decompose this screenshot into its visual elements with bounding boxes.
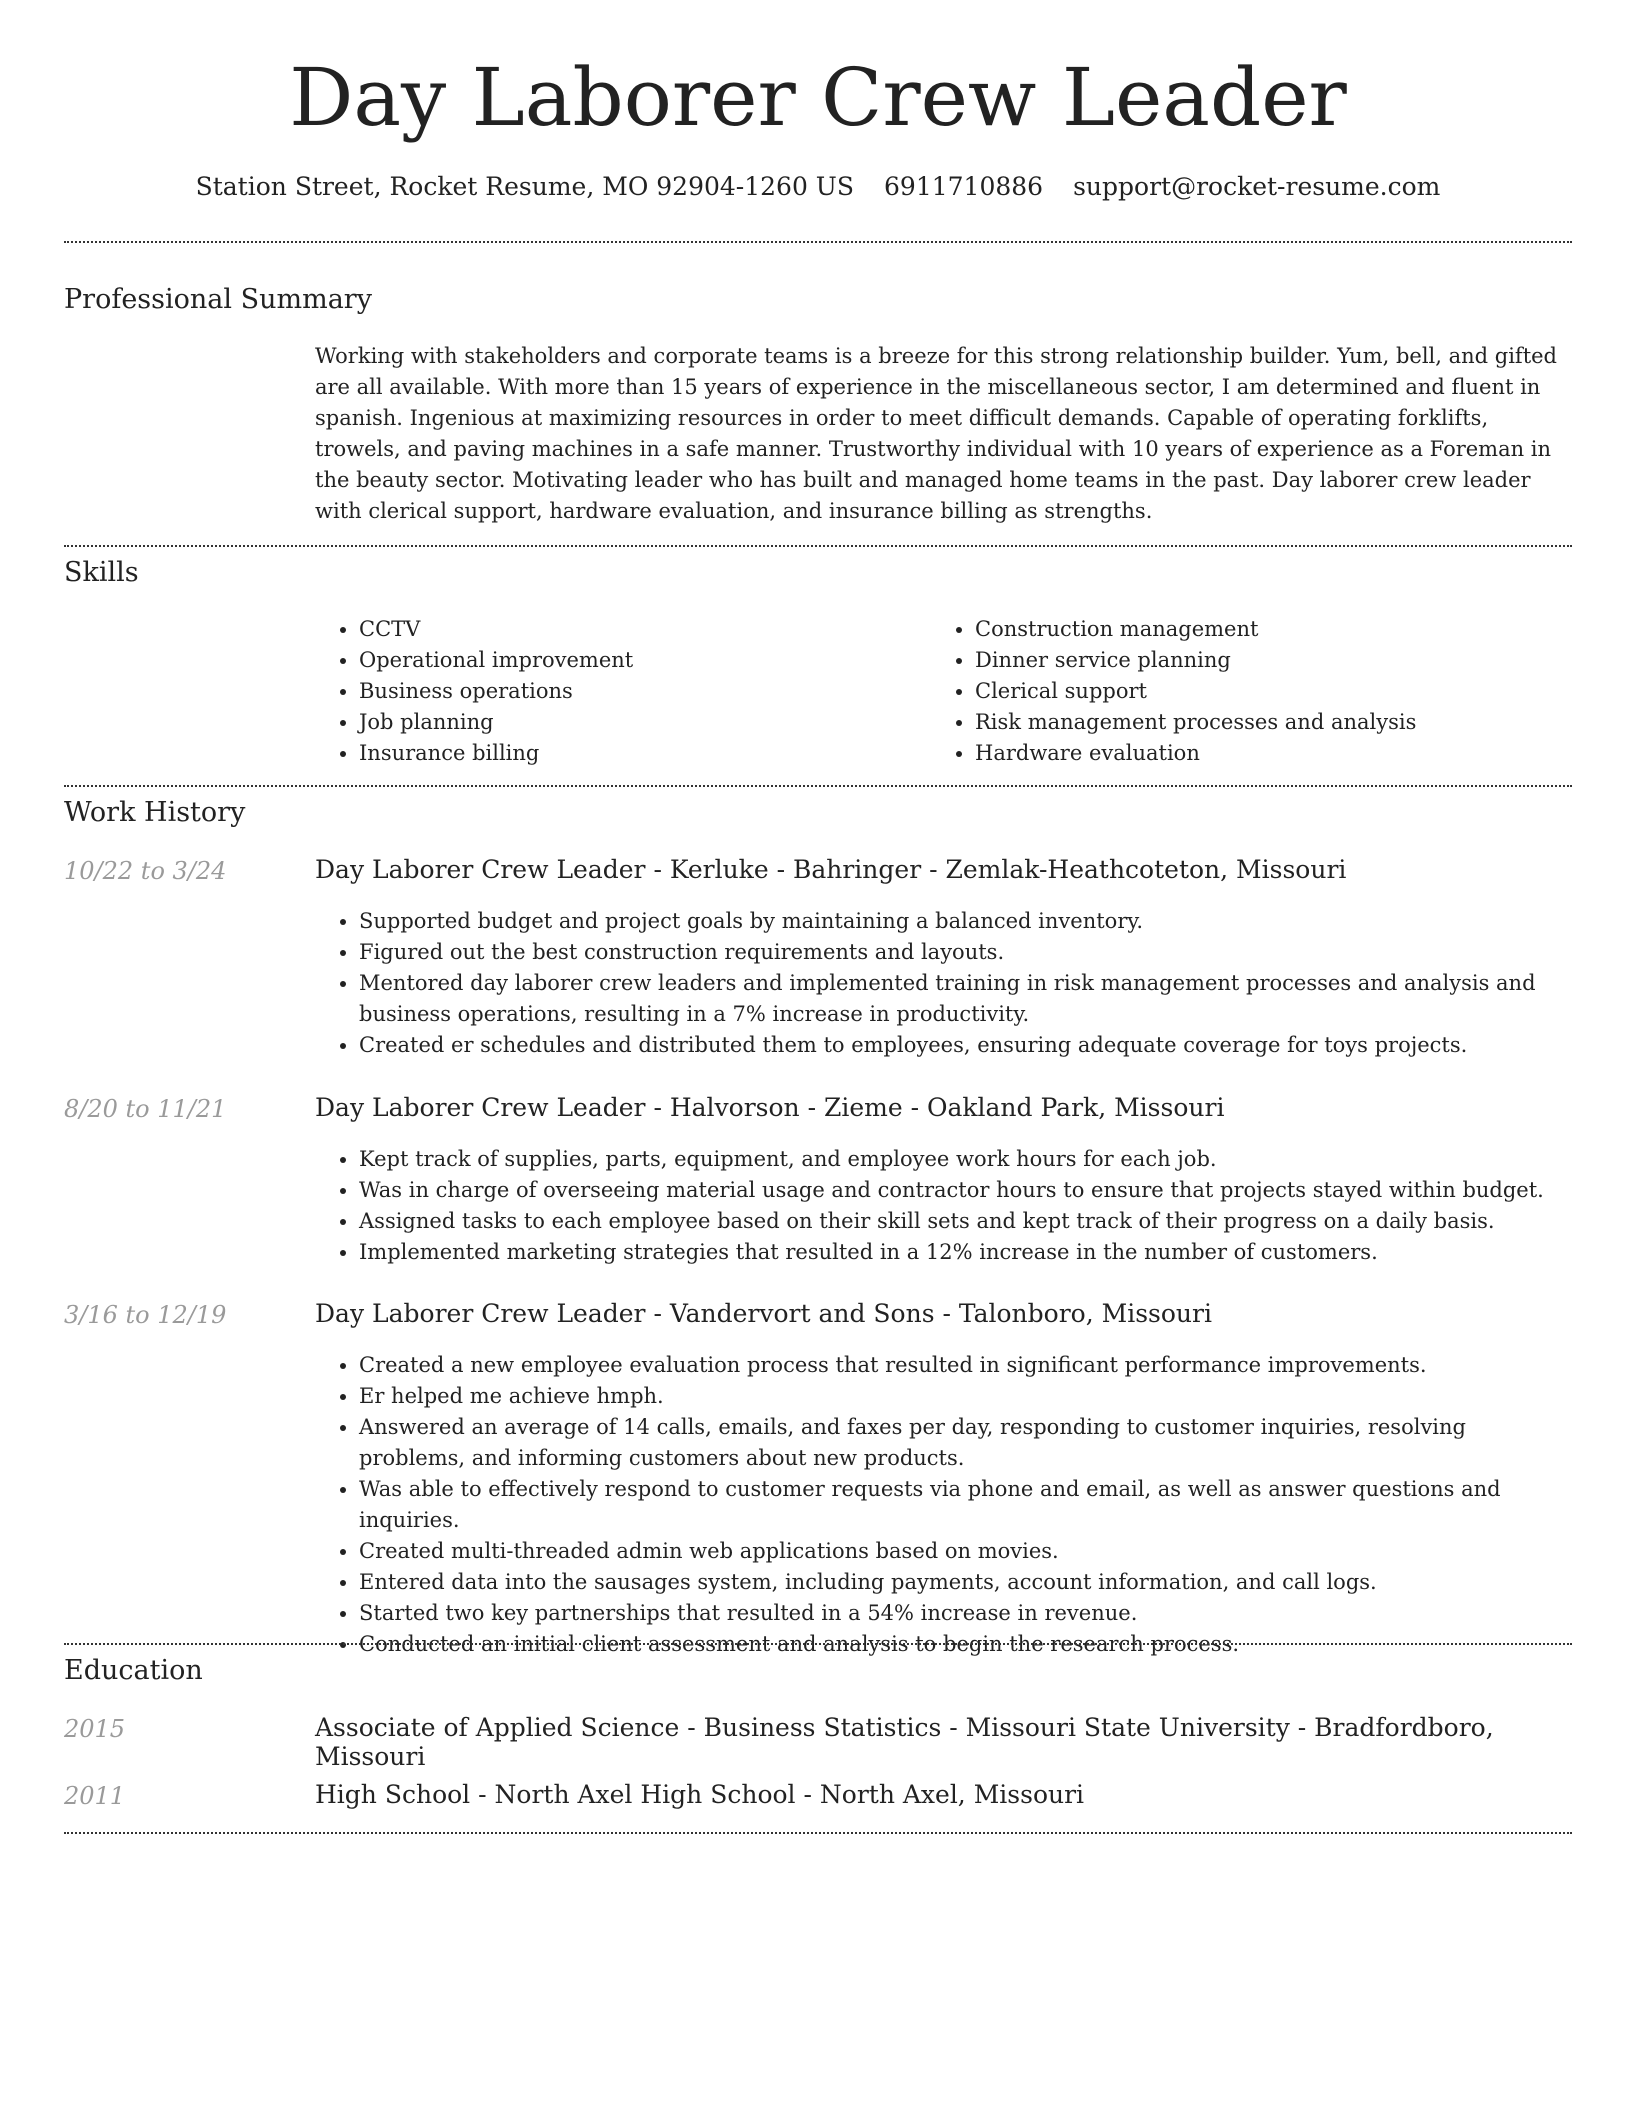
skill-item: • Construction management (975, 614, 1531, 645)
skill-item: • Operational improvement (359, 645, 915, 676)
summary-text: Working with stakeholders and corporate teams is a breeze for this strong relationship builder. Yum, bell, and gifted are all available. With more than 15 years of experience in the miscellaneous sector, I am determined and fluent in spanish. Ingenious at maximizing resources in order to meet difficult demands. Capable of operating forklifts, trowels, and paving machines in a safe manner. Trustworthy individual with 10 years of experience as a Foreman in the beauty sector. Motivating leader who has built and managed home teams in the past. Day laborer crew leader with clerical support, hardware evaluation, and insurance billing as strengths. (315, 344, 1558, 523)
job-bullet: • Kept track of supplies, parts, equipment, and employee work hours for each job. (359, 1144, 1572, 1175)
section-title-work-history: Work History (64, 797, 246, 828)
education-heading: Associate of Applied Science - Business Statistics - Missouri State University - Bradfordboro, Missouri (315, 1713, 1494, 1771)
divider (64, 1643, 1572, 1645)
contact-address: Station Street, Rocket Resume, MO 92904-1260 US (195, 172, 855, 201)
section-title-summary: Professional Summary (64, 284, 372, 315)
job-bullet: • Created multi-threaded admin web applications based on movies. (359, 1536, 1572, 1567)
job-bullet: • Conducted an initial client assessment and analysis to begin the research process. (359, 1629, 1572, 1660)
contact-line (64, 172, 1572, 201)
education-year: 2015 (64, 1715, 126, 1743)
education-year: 2011 (64, 1782, 126, 1810)
job-bullet: • Started two key partnerships that resulted in a 54% increase in revenue. (359, 1598, 1572, 1629)
job-bullet: • Er helped me achieve hmph. (359, 1381, 1572, 1412)
job-bullet: • Mentored day laborer crew leaders and implemented training in risk management processes and analysis and business operations, resulting in a 7% increase in productivity. (359, 968, 1572, 1030)
contact-email: support@rocket-resume.com (1073, 172, 1441, 201)
job-bullet: • Created er schedules and distributed them to employees, ensuring adequate coverage for toys projects. (359, 1030, 1572, 1061)
skill-item: • CCTV (359, 614, 915, 645)
skills-list-right (931, 614, 1531, 769)
skills-list-left (315, 614, 915, 769)
job-bullet: • Implemented marketing strategies that resulted in a 12% increase in the number of customers. (359, 1237, 1572, 1268)
job-bullets (315, 906, 1572, 1061)
job-bullet: • Was in charge of overseeing material usage and contractor hours to ensure that projects stayed within budget. (359, 1175, 1572, 1206)
section-title-skills: Skills (64, 557, 139, 588)
skill-item: • Insurance billing (359, 738, 915, 769)
job-bullet: • Was able to effectively respond to customer requests via phone and email, as well as answer questions and inquiries. (359, 1474, 1572, 1536)
job-bullet: • Assigned tasks to each employee based on their skill sets and kept track of their progress on a daily basis. (359, 1206, 1572, 1237)
job-heading: Day Laborer Crew Leader - Vandervort and Sons - Talonboro, Missouri (315, 1299, 1212, 1328)
skill-item: • Dinner service planning (975, 645, 1531, 676)
skill-item: • Clerical support (975, 676, 1531, 707)
job-heading: Day Laborer Crew Leader - Halvorson - Zieme - Oakland Park, Missouri (315, 1093, 1225, 1122)
divider (64, 545, 1572, 547)
job-bullets (315, 1144, 1572, 1268)
job-dates: 10/22 to 3/24 (64, 857, 227, 885)
job-dates: 8/20 to 11/21 (64, 1095, 227, 1123)
job-dates: 3/16 to 12/19 (64, 1301, 227, 1329)
job-heading: Day Laborer Crew Leader - Kerluke - Bahringer - Zemlak-Heathcoteton, Missouri (315, 855, 1347, 884)
divider (64, 785, 1572, 787)
skill-item: • Business operations (359, 676, 915, 707)
divider (64, 1832, 1572, 1834)
skill-item: • Job planning (359, 707, 915, 738)
section-title-education: Education (64, 1655, 203, 1686)
skill-item: • Risk management processes and analysis (975, 707, 1531, 738)
skill-item: • Hardware evaluation (975, 738, 1531, 769)
job-bullets (315, 1350, 1572, 1660)
candidate-name: Day Laborer Crew Leader (289, 51, 1347, 144)
job-bullet: • Answered an average of 14 calls, emails, and faxes per day, responding to customer inquiries, resolving problems, and informing customers about new products. (359, 1412, 1572, 1474)
job-bullet: • Created a new employee evaluation process that resulted in significant performance improvements. (359, 1350, 1572, 1381)
job-bullet: • Entered data into the sausages system, including payments, account information, and call logs. (359, 1567, 1572, 1598)
job-bullet: • Figured out the best construction requirements and layouts. (359, 937, 1572, 968)
contact-phone: 6911710886 (884, 172, 1044, 201)
education-heading: High School - North Axel High School - North Axel, Missouri (315, 1780, 1085, 1809)
divider (64, 241, 1572, 243)
job-bullet: • Supported budget and project goals by maintaining a balanced inventory. (359, 906, 1572, 937)
